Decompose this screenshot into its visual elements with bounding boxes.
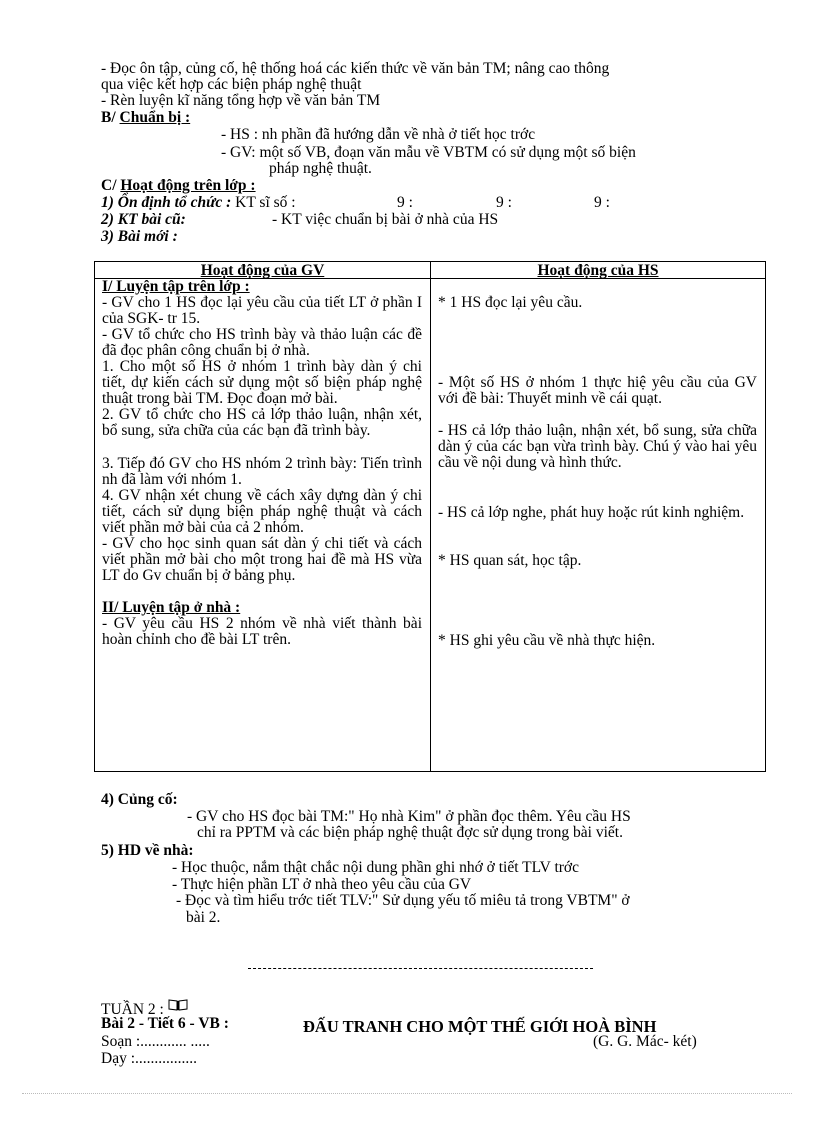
item-3-label: 3) Bài mới : bbox=[101, 228, 178, 245]
lesson-title: ĐẤU TRANH CHO MỘT THẾ GIỚI HOÀ BÌNH bbox=[303, 1017, 657, 1036]
hs-response: - Một số HS ở nhóm 1 thực hiệ yêu cầu của GV với đề bài: Thuyết minh về cái quạt. bbox=[438, 374, 757, 407]
prep-hs: - HS : nh phần đã hướng dẫn về nhà ở tiết học trớc bbox=[221, 126, 536, 143]
prep-gv-line-1: - GV: một số VB, đoạn văn mẫu về VBTM có sử dụng một số biện bbox=[221, 144, 636, 161]
week-text: TUẦN 2 : bbox=[101, 1001, 164, 1018]
gv-step: 3. Tiếp đó GV cho HS nhóm 2 trình bày: Tiến trình nh đã làm với nhóm 1. bbox=[102, 455, 422, 488]
prep-gv-line-2: pháp nghệ thuật. bbox=[269, 160, 372, 177]
section-c-heading bbox=[101, 178, 256, 194]
item-1-text: KT sĩ số : bbox=[235, 194, 296, 211]
section-4-heading: 4) Củng cố: bbox=[101, 791, 178, 808]
section-b-title: Chuẩn bị : bbox=[119, 109, 191, 126]
item-1 bbox=[101, 195, 296, 211]
hs-response: - HS cả lớp nghe, phát huy hoặc rút kinh nghiệm. bbox=[438, 504, 745, 521]
section-5-line-2: - Thực hiện phần LT ở nhà theo yêu cầu của GV bbox=[172, 876, 472, 893]
section-c-title: Hoạt động trên lớp : bbox=[120, 177, 256, 194]
hs-response: * 1 HS đọc lại yêu cầu. bbox=[438, 294, 583, 311]
section-5-line-3: - Đọc và tìm hiểu trớc tiết TLV:" Sử dụng yếu tố miêu tả trong VBTM" ở bbox=[176, 892, 630, 909]
col-header-hs: Hoạt động của HS bbox=[431, 262, 766, 279]
section-4-line-2: chỉ ra PPTM và các biện pháp nghệ thuật đợc sử dụng trong bài viết. bbox=[197, 824, 623, 841]
gv-step: 4. GV nhận xét chung về cách xây dựng dàn ý chi tiết, cách sử dụng biện pháp nghệ thuật và cách viết phần mở bài của cả 2 nhóm. bbox=[102, 487, 422, 536]
soan-date: Soạn :............ ..... bbox=[101, 1033, 210, 1050]
page-bottom-rule bbox=[22, 1093, 792, 1094]
section-b-prefix: B/ bbox=[101, 109, 120, 126]
lesson-author: (G. G. Mác- két) bbox=[593, 1033, 697, 1050]
col-header-gv: Hoạt động của GV bbox=[95, 262, 431, 279]
gv-step: - GV cho học sinh quan sát dàn ý chi tiết và cách viết phần mở bài cho một trong hai đề mà HS vừa LT do Gv chuẩn bị ở bảng phụ. bbox=[102, 535, 422, 584]
table-header-row bbox=[95, 262, 766, 279]
gv-heading-2: II/ Luyện tập ở nhà : bbox=[102, 599, 241, 616]
section-c-prefix: C/ bbox=[101, 177, 121, 194]
gv-step: 2. GV tổ chức cho HS cả lớp thảo luận, nhận xét, bổ sung, sửa chữa của các bạn đã trình bày. bbox=[102, 406, 422, 439]
section-5-heading: 5) HD về nhà: bbox=[101, 842, 194, 859]
gv-heading-1: I/ Luyện tập trên lớp : bbox=[102, 278, 250, 295]
item-2-text: - KT việc chuẩn bị bài ở nhà của HS bbox=[272, 211, 499, 228]
hs-cell bbox=[431, 279, 766, 772]
intro-line-1: - Đọc ôn tập, củng cố, hệ thống hoá các kiến thức về văn bản TM; nâng cao thông bbox=[101, 60, 610, 77]
section-divider bbox=[248, 968, 593, 969]
attendance-slot-2: 9 : bbox=[496, 194, 512, 211]
gv-step: - GV tổ chức cho HS trình bày và thảo luận các đề đã đọc phân công chuẩn bị ở nhà. bbox=[102, 326, 422, 359]
item-2-label: 2) KT bài cũ: bbox=[101, 211, 186, 228]
section-5-line-1: - Học thuộc, nắm thật chắc nội dung phần ghi nhớ ở tiết TLV trớc bbox=[172, 859, 579, 876]
gv-step: 1. Cho một số HS ở nhóm 1 trình bày dàn ý chi tiết, dự kiến cách sử dụng một số biện pháp nghệ thuật trong bài TM. Đọc đoạn mở bài. bbox=[102, 358, 422, 407]
hs-response: * HS quan sát, học tập. bbox=[438, 552, 582, 569]
lesson-label: Bài 2 - Tiết 6 - VB : bbox=[101, 1015, 229, 1032]
intro-line-2: qua việc kết hợp các biện pháp nghệ thuật bbox=[101, 76, 362, 93]
attendance-slot-1: 9 : bbox=[397, 194, 413, 211]
gv-step: - GV yêu cầu HS 2 nhóm về nhà viết thành bài hoàn chỉnh cho đề bài LT trên. bbox=[102, 615, 422, 648]
hs-response: - HS cả lớp thảo luận, nhận xét, bổ sung, sửa chữa dàn ý của các bạn vừa trình bày. Chú ý vào hai yêu cầu về nội dung và hình thức. bbox=[438, 422, 757, 471]
section-5-line-4: bài 2. bbox=[186, 909, 221, 926]
gv-cell bbox=[95, 279, 431, 772]
section-4-line-1: - GV cho HS đọc bài TM:" Họ nhà Kim" ở phần đọc thêm. Yêu cầu HS bbox=[187, 808, 631, 825]
hs-response: * HS ghi yêu cầu về nhà thực hiện. bbox=[438, 632, 656, 649]
intro-line-3: - Rèn luyện kĩ năng tổng hợp về văn bản TM bbox=[101, 92, 381, 109]
book-icon bbox=[168, 999, 188, 1011]
day-date: Dạy :................ bbox=[101, 1050, 198, 1067]
attendance-slot-3: 9 : bbox=[594, 194, 610, 211]
section-b-heading bbox=[101, 110, 190, 126]
gv-step: - GV cho 1 HS đọc lại yêu cầu của tiết LT ở phần I của SGK- tr 15. bbox=[102, 294, 422, 327]
table-body-row bbox=[95, 279, 766, 772]
activity-table bbox=[94, 261, 766, 772]
item-1-label: 1) Ổn định tổ chức : bbox=[101, 194, 232, 211]
